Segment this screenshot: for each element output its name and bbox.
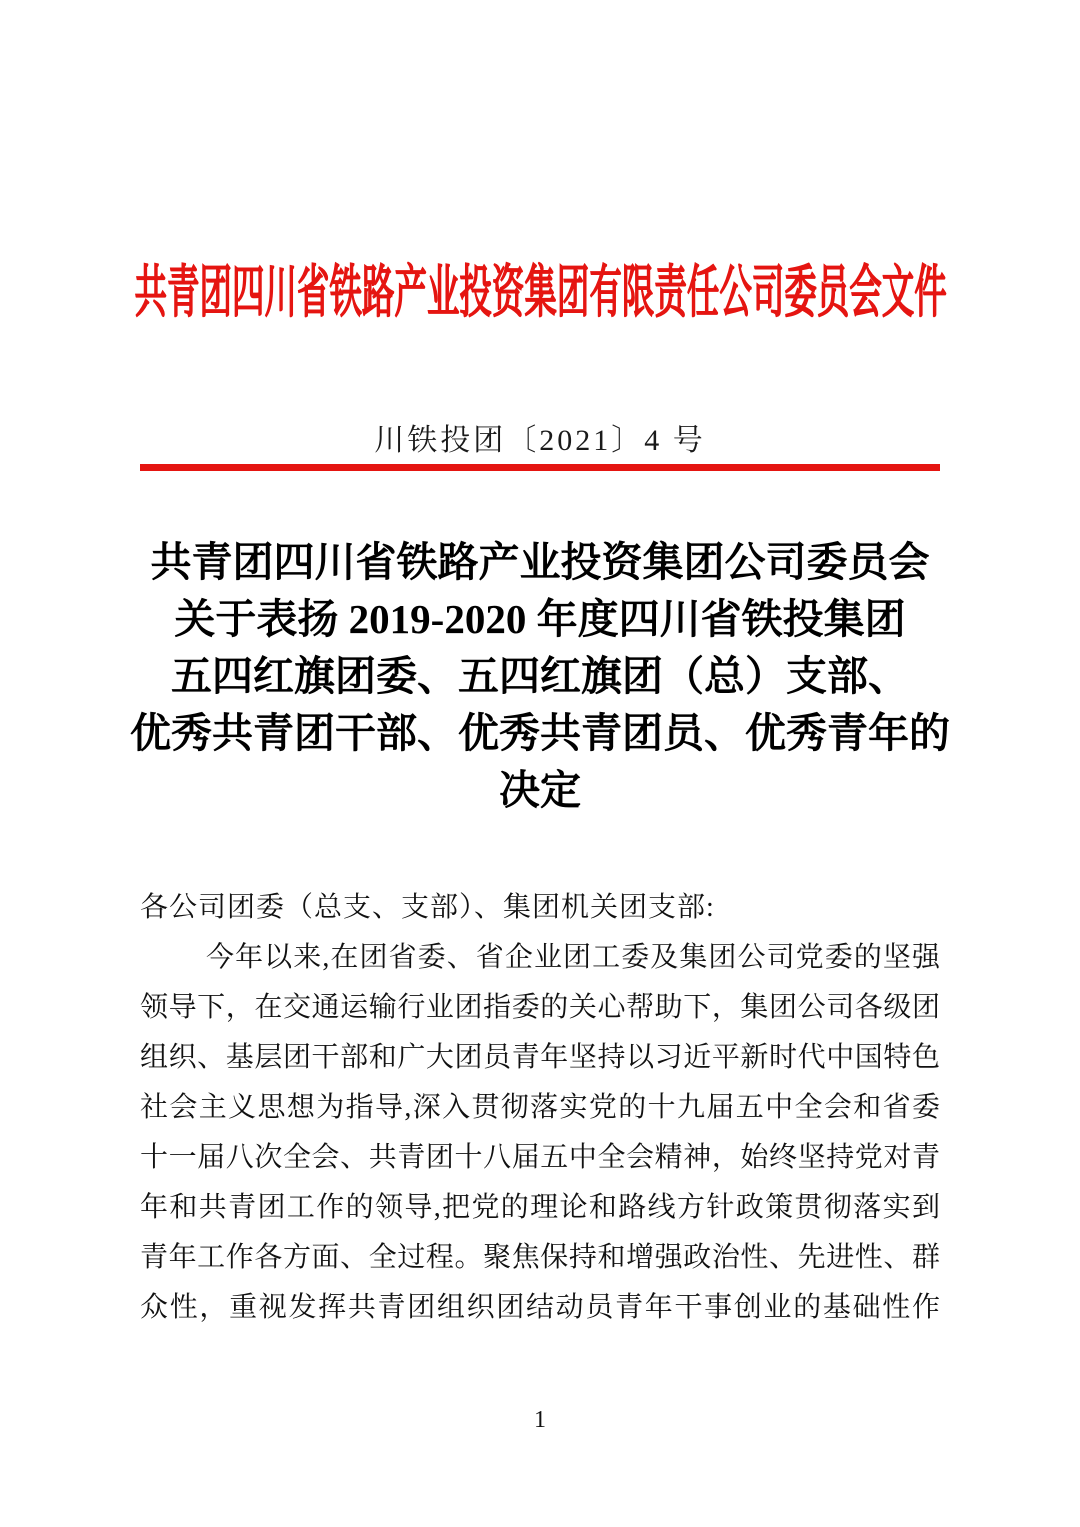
body-paragraph: [140, 883, 940, 1333]
paragraph-line: 组织、基层团干部和广大团员青年坚持以习近平新时代中国特色: [140, 1042, 940, 1073]
salutation-line: 各公司团委（总支、支部）、集团机关团支部:: [140, 892, 715, 923]
paragraph-line: 社会主义思想为指导,深入贯彻落实党的十九届五中全会和省委: [140, 1092, 940, 1123]
paragraph-line: 众性，重视发挥共青团组织团结动员青年干事创业的基础性作: [140, 1292, 940, 1323]
title-line-5: 决定: [499, 767, 581, 813]
red-header-banner: [0, 260, 1080, 326]
org-title: 共青团四川省铁路产业投资集团有限责任公司委员会文件: [133, 261, 947, 324]
page-number: 1: [534, 1407, 546, 1433]
red-divider-rule: [140, 464, 940, 471]
paragraph-line: 领导下，在交通运输行业团指委的关心帮助下，集团公司各级团: [140, 992, 940, 1023]
title-line-2: 关于表扬 2019-2020 年度四川省铁投集团: [174, 596, 906, 642]
paragraph-line: 十一届八次全会、共青团十八届五中全会精神，始终坚持党对青: [140, 1142, 940, 1173]
title-line-1: 共青团四川省铁路产业投资集团公司委员会: [150, 539, 930, 585]
document-title: [90, 534, 990, 819]
paragraph-line: 年和共青团工作的领导,把党的理论和路线方针政策贯彻落实到: [140, 1192, 940, 1223]
title-line-3: 五四红旗团委、五四红旗团（总）支部、: [171, 653, 909, 699]
doc-number: 川铁投团〔2021〕4 号: [374, 424, 706, 457]
paragraph-line: 今年以来,在团省委、省企业团工委及集团公司党委的坚强: [206, 942, 940, 973]
paragraph-line: 青年工作各方面、全过程。聚焦保持和增强政治性、先进性、群: [140, 1242, 940, 1273]
title-line-4: 优秀共青团干部、优秀共青团员、优秀青年的: [130, 710, 950, 756]
